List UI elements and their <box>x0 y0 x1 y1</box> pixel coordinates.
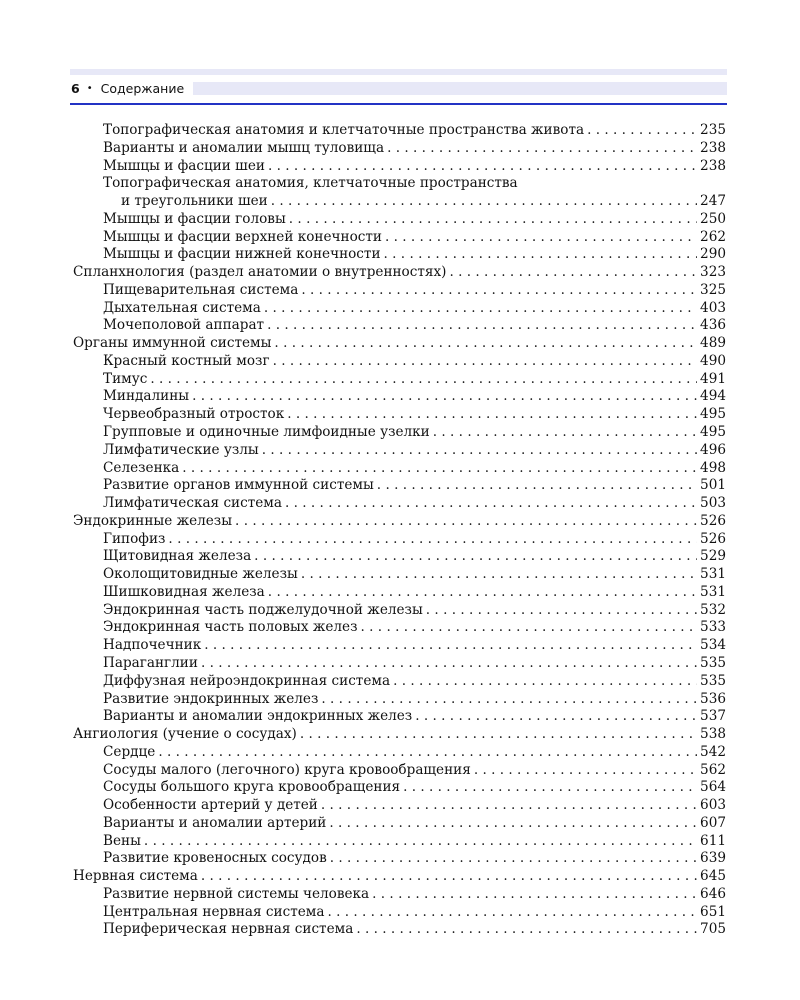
toc-leader-dots <box>150 371 697 389</box>
toc-entry[interactable] <box>73 673 726 691</box>
toc-leader-dots <box>474 762 697 780</box>
toc-entry-page: 496 <box>700 441 726 458</box>
toc-entry-page: 235 <box>700 122 726 138</box>
toc-entry[interactable] <box>73 548 726 566</box>
toc-entry-page: 535 <box>700 654 726 671</box>
toc-entry-title: Миндалины <box>103 388 190 405</box>
toc-leader-dots <box>361 619 698 637</box>
toc-entry[interactable] <box>73 371 726 389</box>
toc-entry-page: 403 <box>700 299 726 316</box>
toc-leader-dots <box>204 637 697 655</box>
toc-leader-dots <box>254 548 697 566</box>
toc-entry-page: 534 <box>700 637 726 654</box>
toc-leader-dots <box>587 122 697 140</box>
toc-entry-page: 532 <box>700 601 726 618</box>
toc-leader-dots <box>384 246 698 264</box>
toc-entry-page: 490 <box>700 352 726 369</box>
toc-entry-title: Центральная нервная система <box>103 903 325 920</box>
toc-entry-page: 538 <box>700 726 726 743</box>
toc-entry[interactable] <box>73 619 726 637</box>
toc-entry-page: 603 <box>700 797 726 814</box>
toc-entry[interactable] <box>73 388 726 406</box>
toc-entry-page: 651 <box>700 903 726 920</box>
toc-entry-page: 436 <box>700 317 726 334</box>
toc-entry-page: 323 <box>700 264 726 281</box>
toc-entry-page: 639 <box>700 850 726 867</box>
toc-leader-dots <box>201 868 697 886</box>
toc-entry[interactable] <box>73 868 726 886</box>
toc-entry-title: Развитие эндокринных желез <box>103 690 319 707</box>
toc-entry[interactable] <box>73 584 726 602</box>
toc-leader-dots <box>289 211 697 229</box>
toc-leader-dots <box>300 726 697 744</box>
toc-leader-dots <box>385 229 697 247</box>
running-header <box>70 78 727 98</box>
toc-entry[interactable] <box>73 122 726 140</box>
toc-leader-dots <box>449 264 697 282</box>
toc-entry[interactable] <box>73 317 726 335</box>
toc-leader-dots <box>301 566 697 584</box>
toc-entry-title: Нервная система <box>73 868 198 885</box>
toc-entry-title: Развитие кровеносных сосудов <box>103 850 327 867</box>
toc-entry-title: Групповые и одиночные лимфоидные узелки <box>103 424 430 441</box>
toc-leader-dots <box>267 317 697 335</box>
toc-leader-dots <box>268 584 697 602</box>
toc-entry-title: Мышцы и фасции шеи <box>103 157 265 174</box>
header-top-band <box>70 69 727 75</box>
toc-entry-page: 250 <box>700 210 726 227</box>
header-band <box>193 82 727 95</box>
toc-leader-dots <box>403 779 697 797</box>
toc-leader-dots <box>144 833 697 851</box>
toc-entry-title: Сосуды большого круга кровообращения <box>103 779 401 796</box>
toc-leader-dots <box>273 353 697 371</box>
toc-leader-dots <box>321 797 697 815</box>
toc-entry[interactable] <box>73 158 726 176</box>
toc-entry-title: Лимфатическая система <box>103 495 282 512</box>
toc-entry[interactable] <box>73 797 726 815</box>
toc-entry[interactable] <box>73 815 726 833</box>
toc-leader-dots <box>262 442 697 460</box>
toc-entry-page: 529 <box>700 548 726 565</box>
toc-entry[interactable] <box>73 477 726 495</box>
toc-entry-page: 262 <box>700 228 726 245</box>
toc-entry-page: 489 <box>700 335 726 352</box>
toc-leader-dots <box>192 388 697 406</box>
toc-entry[interactable] <box>73 779 726 797</box>
toc-entry[interactable] <box>73 353 726 371</box>
toc-leader-dots <box>426 602 697 620</box>
toc-entry-page: 494 <box>700 388 726 405</box>
toc-entry-page: 537 <box>700 708 726 725</box>
toc-leader-dots <box>329 815 697 833</box>
toc-entry-title: Развитие нервной системы человека <box>103 885 370 902</box>
toc-entry[interactable] <box>73 904 726 922</box>
toc-entry[interactable] <box>73 708 726 726</box>
toc-entry-title: Ангиология (учение о сосудах) <box>73 726 297 743</box>
toc-leader-dots <box>274 335 697 353</box>
toc-entry-page: 542 <box>700 743 726 760</box>
toc-entry[interactable] <box>73 424 726 442</box>
toc-entry-title: Мышцы и фасции нижней конечности <box>103 246 381 263</box>
toc-leader-dots <box>377 477 697 495</box>
toc-entry-title: Околощитовидные железы <box>103 566 298 583</box>
toc-entry-title: Надпочечник <box>103 637 202 654</box>
toc-entry-title: Червеобразный отросток <box>103 406 285 423</box>
toc-leader-dots <box>301 282 697 300</box>
toc-entry-title: Периферическая нервная система <box>103 921 354 938</box>
toc-entry-title: Эндокринные железы <box>73 512 233 529</box>
toc-entry-title: Диффузная нейроэндокринная система <box>103 672 391 689</box>
toc-entry-page: 536 <box>700 690 726 707</box>
toc-entry[interactable] <box>73 566 726 584</box>
toc-entry-title: Варианты и аномалии артерий <box>103 814 327 831</box>
toc-entry[interactable] <box>73 246 726 264</box>
toc-entry[interactable] <box>73 833 726 851</box>
toc-entry[interactable] <box>73 886 726 904</box>
toc-entry-page: 645 <box>700 868 726 885</box>
section-title: Содержание <box>100 80 185 96</box>
toc-leader-dots <box>264 300 697 318</box>
toc-leader-dots <box>330 850 697 868</box>
toc-entry-title: Топографическая анатомия, клетчаточные пространства <box>103 175 518 192</box>
toc-entry[interactable] <box>73 691 726 709</box>
toc-entry[interactable] <box>73 921 726 939</box>
toc-leader-dots <box>287 406 697 424</box>
toc-entry-page: 526 <box>700 512 726 529</box>
toc-leader-dots <box>327 904 697 922</box>
toc-entry-page: 498 <box>700 459 726 476</box>
toc-entry-page: 495 <box>700 406 726 423</box>
toc-entry[interactable] <box>73 229 726 247</box>
header-rule <box>70 103 727 105</box>
toc-entry-page: 607 <box>700 814 726 831</box>
toc-entry[interactable] <box>73 762 726 780</box>
toc-leader-dots <box>201 655 697 673</box>
toc-entry[interactable] <box>73 513 726 531</box>
toc-entry-page: 533 <box>700 619 726 636</box>
toc-entry[interactable] <box>73 175 726 193</box>
toc-entry-page: 325 <box>700 281 726 298</box>
toc-entry-title: Дыхательная система <box>103 299 261 316</box>
toc-entry-title: Эндокринная часть половых желез <box>103 619 358 636</box>
toc-leader-dots <box>235 513 697 531</box>
toc-entry[interactable] <box>73 726 726 744</box>
toc-leader-dots <box>321 691 697 709</box>
toc-entry-title: Красный костный мозг <box>103 352 270 369</box>
toc-entry-page: 564 <box>700 779 726 796</box>
toc-entry-title: Шишковидная железа <box>103 583 265 600</box>
toc-entry-page: 526 <box>700 530 726 547</box>
toc-entry[interactable] <box>73 406 726 424</box>
toc-entry-title: Мочеполовой аппарат <box>103 317 265 334</box>
toc-entry-page: 705 <box>700 921 726 938</box>
toc-entry-title: Сосуды малого (легочного) круга кровообращения <box>103 761 471 778</box>
toc-entry-title: Органы иммунной системы <box>73 335 272 352</box>
toc-entry-page: 238 <box>700 157 726 174</box>
toc-entry[interactable] <box>73 300 726 318</box>
toc-entry[interactable] <box>73 655 726 673</box>
toc-entry[interactable] <box>73 531 726 549</box>
toc-entry-title: Эндокринная часть поджелудочной железы <box>103 601 423 618</box>
toc-leader-dots <box>433 424 697 442</box>
toc-leader-dots <box>285 495 697 513</box>
toc-entry-title: Вены <box>103 832 141 849</box>
toc-entry-title: Гипофиз <box>103 530 166 547</box>
toc-entry[interactable] <box>73 850 726 868</box>
toc-entry-title: и треугольники шеи <box>121 193 268 210</box>
toc-entry[interactable] <box>73 282 726 300</box>
toc-entry-page: 531 <box>700 583 726 600</box>
toc-entry-title: Развитие органов иммунной системы <box>103 477 374 494</box>
toc-entry-title: Параганглии <box>103 654 198 671</box>
toc-entry[interactable] <box>73 264 726 282</box>
toc-leader-dots <box>168 531 697 549</box>
toc-entry-page: 495 <box>700 424 726 441</box>
toc-leader-dots <box>356 921 697 939</box>
toc-entry-page: 646 <box>700 885 726 902</box>
toc-entry-page: 491 <box>700 370 726 387</box>
toc-entry-title: Спланхнология (раздел анатомии о внутренностях) <box>73 264 447 281</box>
toc-entry-page: 562 <box>700 761 726 778</box>
toc-entry-page: 290 <box>700 246 726 263</box>
toc-entry-title: Топографическая анатомия и клетчаточные пространства живота <box>103 122 585 138</box>
toc-entry[interactable] <box>73 637 726 655</box>
toc-leader-dots <box>387 140 697 158</box>
header-bullet: • <box>86 82 93 94</box>
page-number: 6 <box>71 80 80 96</box>
toc-entry[interactable] <box>73 495 726 513</box>
toc-entry-page: 531 <box>700 566 726 583</box>
toc-entry-title: Щитовидная железа <box>103 548 252 565</box>
toc-entry-title: Особенности артерий у детей <box>103 797 318 814</box>
toc-leader-dots <box>158 744 697 762</box>
toc-leader-dots <box>271 193 697 211</box>
toc-entry-title: Лимфатические узлы <box>103 441 259 458</box>
toc-entry-title: Сердце <box>103 743 156 760</box>
toc-entry[interactable] <box>73 335 726 353</box>
toc-entry-page: 535 <box>700 672 726 689</box>
toc-entry-page: 501 <box>700 477 726 494</box>
toc-leader-dots <box>182 460 697 478</box>
toc-entry-title: Мышцы и фасции головы <box>103 210 286 227</box>
toc-entry-page: 503 <box>700 495 726 512</box>
toc-entry-title: Селезенка <box>103 459 180 476</box>
toc-entry[interactable] <box>73 744 726 762</box>
toc-entry-page: 247 <box>700 193 726 210</box>
toc-entry[interactable] <box>73 140 726 158</box>
toc-entry-title: Варианты и аномалии мышц туловища <box>103 139 385 156</box>
toc-entry-title: Варианты и аномалии эндокринных желез <box>103 708 413 725</box>
toc-entry[interactable] <box>73 602 726 620</box>
table-of-contents <box>73 122 726 939</box>
toc-leader-dots <box>393 673 697 691</box>
toc-leader-dots <box>268 158 697 176</box>
toc-entry-title: Тимус <box>103 370 148 387</box>
toc-leader-dots <box>415 708 697 726</box>
toc-entry-page: 238 <box>700 139 726 156</box>
toc-entry[interactable] <box>73 442 726 460</box>
toc-entry-title: Мышцы и фасции верхней конечности <box>103 228 382 245</box>
toc-entry-page: 611 <box>700 832 726 849</box>
toc-entry[interactable] <box>73 193 726 211</box>
toc-entry[interactable] <box>73 460 726 478</box>
toc-entry-title: Пищеварительная система <box>103 281 299 298</box>
toc-entry[interactable] <box>73 211 726 229</box>
toc-leader-dots <box>372 886 697 904</box>
